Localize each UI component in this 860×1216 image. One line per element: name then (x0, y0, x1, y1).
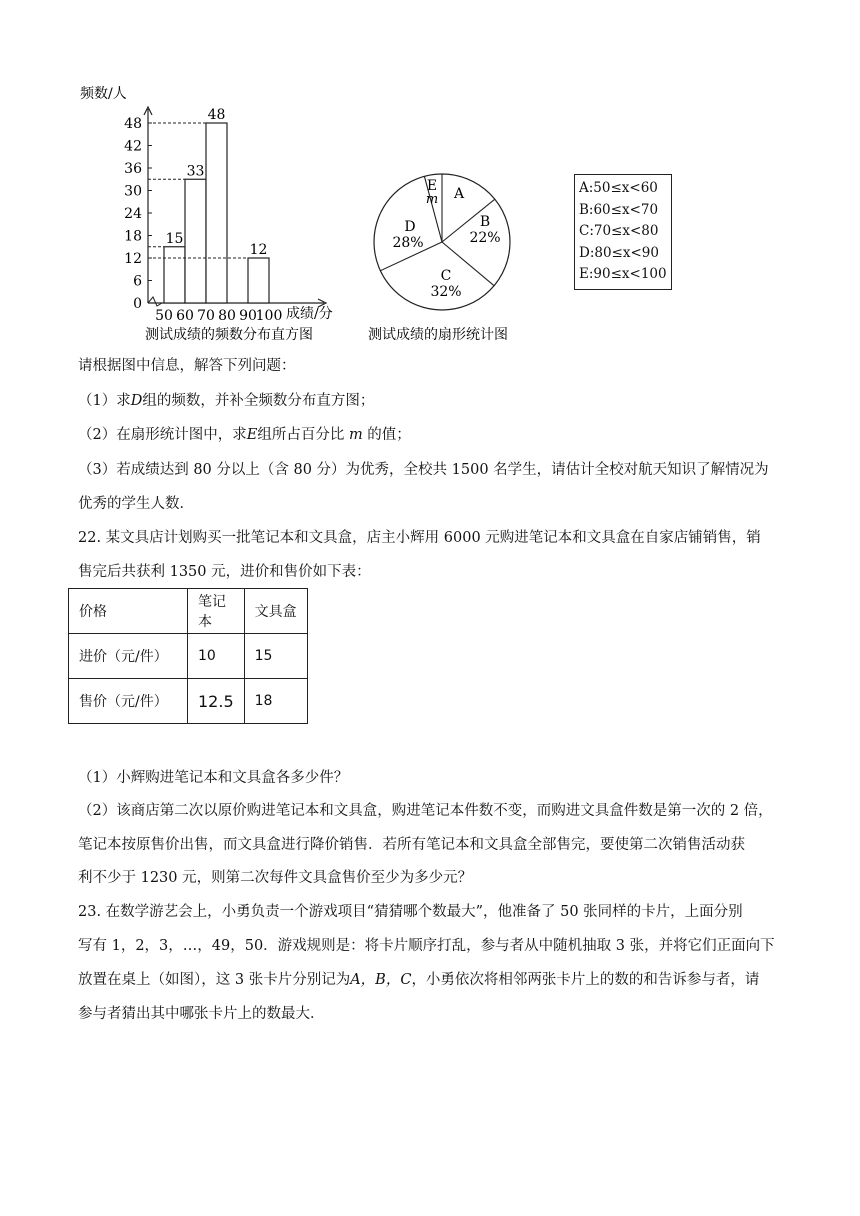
pie-slice-label: B (479, 214, 491, 230)
pie-slice-label: A (453, 186, 465, 202)
bar-value-label: 12 (249, 242, 268, 258)
bar-value-label: 15 (165, 230, 184, 247)
price-table (68, 588, 308, 724)
y-tick-label: 36 (124, 161, 142, 177)
legend-item-d: D:80≤x<90 (579, 244, 659, 261)
table-header-cell: 笔记本 (188, 589, 245, 634)
pie-slice-label: E (426, 178, 438, 194)
y-tick-label: 30 (124, 183, 142, 200)
pie-slice-label: m (425, 192, 439, 207)
bar-value-label: 33 (186, 163, 205, 180)
x-tick-label: 80 (218, 308, 236, 324)
q23-line2: 写有 1，2，3，…，49，50．游戏规则是：将卡片顺序打乱，参与者从中随机抽取 3 张，并将它们正面向下 (78, 938, 775, 954)
table-row (69, 634, 308, 679)
pie-slice-label: 32% (430, 284, 462, 300)
q21-part1: （1）求D组的频数，并补全频数分布直方图； (78, 393, 375, 409)
q22-sub2-line2: 笔记本按原售价出售，而文具盒进行降价销售．若所有笔记本和文具盒全部售完，要使第二次销售活动获 (78, 837, 745, 853)
histogram-bar (185, 179, 206, 303)
x-tick-label: 60 (176, 308, 194, 324)
q21-part3-line2: 优秀的学生人数． (78, 496, 194, 512)
q21-intro: 请根据图中信息，解答下列问题： (78, 358, 296, 374)
histogram-caption: 测试成绩的频数分布直方图 (145, 327, 313, 343)
legend-item-b: B:60≤x<70 (579, 201, 659, 218)
y-tick-label: 24 (124, 206, 142, 222)
table-cell: 售价（元/件） (69, 679, 188, 724)
q22-stem-line2: 售完后共获利 1350 元，进价和售价如下表： (78, 564, 371, 580)
histogram-x-axis-title: 成绩/分 (286, 306, 333, 322)
q22-sub2-line3: 利不少于 1230 元，则第二次每件文具盒售价至少为多少元？ (78, 870, 473, 886)
y-tick-label: 48 (124, 116, 142, 132)
q23-line1: 23. 在数学游艺会上，小勇负责一个游戏项目“猜猜哪个数最大”，他准备了 50 张同样的卡片，上面分别 (78, 904, 743, 920)
legend-item-c: C:70≤x<80 (579, 223, 659, 239)
legend-item-a: A:50≤x<60 (579, 180, 658, 196)
pie-caption: 测试成绩的扇形统计图 (368, 327, 508, 343)
table-cell: 10 (188, 634, 245, 679)
q23-line4: 参与者猜出其中哪张卡片上的数最大． (78, 1006, 325, 1022)
y-tick-label: 6 (133, 273, 142, 290)
histogram-bar (248, 258, 269, 303)
histogram-y-axis-title: 频数/人 (80, 86, 127, 102)
x-tick-label: 50 (155, 308, 173, 324)
pie-chart (360, 160, 540, 350)
histogram-bar (164, 247, 185, 303)
pie-slice-label: C (440, 268, 452, 284)
q23-line3: 放置在桌上（如图），这 3 张卡片分别记为A，B，C，小勇依次将相邻两张卡片上的数的和告诉参与者，请 (78, 972, 760, 988)
bar-value-label: 48 (207, 107, 226, 123)
y-tick-label: 18 (124, 228, 142, 245)
x-tick-label: 70 (197, 308, 215, 324)
q22-stem-line1: 22. 某文具店计划购买一批笔记本和文具盒，店主小辉用 6000 元购进笔记本和文具盒在自家店铺销售，销 (78, 530, 761, 546)
pie-slice-label: 22% (469, 230, 501, 246)
y-tick-label: 42 (124, 138, 142, 155)
x-axis-break-mark (148, 297, 162, 306)
table-header-row (69, 589, 308, 634)
legend-item-e: E:90≤x<100 (579, 266, 667, 282)
pie-slice-label: 28% (392, 235, 424, 251)
q22-sub2-line1: （2）该商店第二次以原价购进笔记本和文具盒，购进笔记本件数不变，而购进文具盒件数是第一次的 2 倍， (78, 803, 773, 819)
pie-slice-label: D (404, 219, 416, 235)
table-cell: 18 (244, 679, 307, 724)
group-range-legend (574, 174, 672, 290)
q21-part2: （2）在扇形统计图中，求E组所占百分比 m 的值； (78, 427, 411, 443)
table-cell: 进价（元/件） (69, 634, 188, 679)
table-cell: 15 (244, 634, 307, 679)
y-tick-label: 0 (133, 296, 142, 312)
table-header-cell: 价格 (69, 589, 188, 634)
q21-part3-line1: （3）若成绩达到 80 分以上（含 80 分）为优秀，全校共 1500 名学生，请估计全校对航天知识了解情况为 (78, 462, 769, 478)
frequency-histogram (70, 78, 360, 348)
y-tick-label: 12 (124, 251, 142, 267)
table-row (69, 679, 308, 724)
table-header-cell: 文具盒 (244, 589, 307, 634)
table-cell: 12.5 (188, 679, 245, 724)
histogram-bar (206, 123, 227, 303)
x-tick-label: 100 (255, 308, 283, 324)
q22-sub1: （1）小辉购进笔记本和文具盒各多少件？ (78, 770, 349, 786)
x-tick-label: 90 (239, 308, 257, 324)
